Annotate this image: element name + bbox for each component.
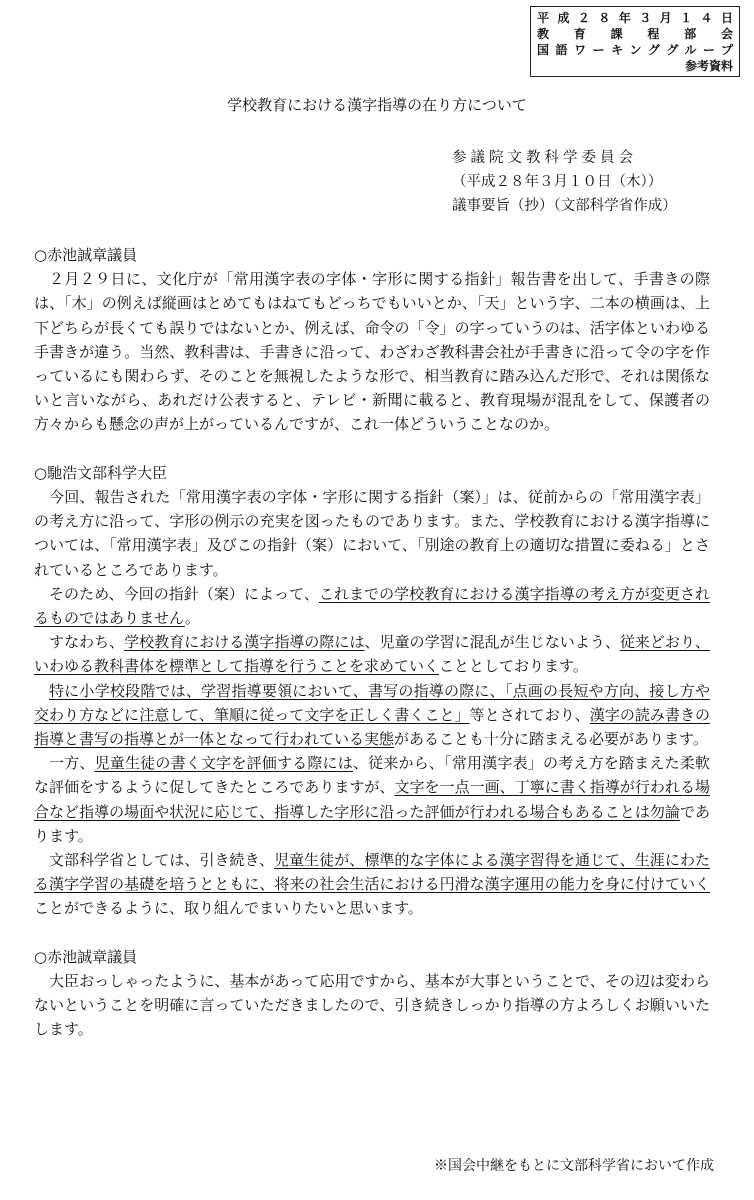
statement-paragraph <box>34 969 710 1042</box>
transcript-body <box>34 243 710 1042</box>
text-run: すなわち、 <box>49 633 125 652</box>
statement-paragraph <box>34 751 710 848</box>
stamp-department: 教育課程部会 <box>537 27 733 41</box>
meeting-date: （平成２８年３月１０日（木）） <box>452 174 663 190</box>
summary-label: 議事要旨（抄）（文部科学省作成） <box>452 198 677 214</box>
text-run: こととしております。 <box>439 657 588 676</box>
statement-paragraph <box>34 848 710 921</box>
text-run: 等とされており、 <box>469 705 590 724</box>
text-run: ２月２９日に、文化庁が「常用漢字表の字体・字形に関する指針」報告書を出して、手書きの際は、「木」の例えば縦画はとめてもはねてもどっちでもいいとか、「天」という字、二本の横画は、上下どちらが長くても誤りではないとか、例えば、命令の「令」の字っていうのは、活字体といわゆる手書きが違う。当然、教科書は、手書きに沿って、わざわざ教科書会社が手書きに沿って令の字を作っているにも関わらず、そのことを無視したような形で、相当教育に踏み込んだ形で、それは関係ないと言いながら、あれだけ公表すると、テレビ・新聞に載ると、教育現場が混乱をして、保護者の方々からも懸念の声が上がっているんですが、これ一体どういうことなのか。 <box>34 270 710 434</box>
speaker-name: ○赤池誠章議員 <box>34 246 138 264</box>
statement-paragraph <box>34 582 710 630</box>
text-run: 。 <box>184 609 200 628</box>
text-run: 一方、 <box>49 754 95 773</box>
speaker-name: ○赤池誠章議員 <box>34 947 138 966</box>
speaker-name: ○馳浩文部科学大臣 <box>34 463 168 482</box>
underlined-text: 漢字の読み書きの指導と書写の指導とが一体となって行われている実態 <box>34 705 710 749</box>
text-run: があることも十分に踏まえる必要があります。 <box>394 730 708 749</box>
footnote: ※国会中継をもとに文部科学省において作成 <box>434 1158 714 1174</box>
stamp-group: 国語ワーキンググループ <box>537 43 733 57</box>
committee-name: 参議院文教科学委員会 <box>452 150 637 166</box>
stamp-label: 参考資料 <box>684 59 733 73</box>
underlined-text: 文字を一点一画、丁寧に書く指導が行われる場合など指導の場面や状況に応じて、指導した字形に沿った評価が行われる場合もあることは勿論 <box>34 778 710 821</box>
statement-paragraph <box>34 485 710 582</box>
underlined-text: 従来どおり、いわゆる教科書体を標準として指導を行うことを求めていく <box>34 633 710 676</box>
statement-paragraph <box>34 267 710 436</box>
meeting-info <box>452 146 677 218</box>
text-run: そのため、今回の指針（案）によって、 <box>49 584 319 603</box>
underlined-text: これまでの学校教育における漢字指導の考え方が変更されるものではありません <box>34 584 710 628</box>
section-gap <box>34 437 710 461</box>
underlined-text: 児童生徒の書く文字を評価する際には <box>94 754 353 773</box>
text-run: ことができるように、取り組んでまいりたいと思います。 <box>34 899 423 918</box>
text-run: 大臣おっしゃったように、基本があって応用ですから、基本が大事ということで、その辺は変わらないということを明確に言っていただきましたので、引き続きしっかり指導の方よろしくお願いいたします。 <box>34 972 710 1039</box>
document-stamp <box>530 6 740 77</box>
underlined-text: 特に小学校段階では、学習指導要領において、書写の指導の際に、「点画の長短や方向、接し方や交わり方などに注意して、筆順に従って文字を正しく書くこと」 <box>34 681 710 724</box>
section-gap <box>34 921 710 945</box>
underlined-text: 児童生徒が、標準的な字体による漢字習得を通じて、生涯にわたる漢字学習の基礎を培うとともに、将来の社会生活における円滑な漢字運用の能力を身に付けていく <box>34 851 710 894</box>
text-run: 文部科学省としては、引き続き、 <box>49 851 275 870</box>
text-run: 今回、報告された「常用漢字表の字体・字形に関する指針（案）」は、従前からの「常用漢字表」の考え方に沿って、字形の例示の充実を図ったものであります。また、学校教育における漢字指導については、「常用漢字表」及びこの指針（案）において、「別途の教育上の適切な措置に委ねる」とされているところであります。 <box>34 488 710 579</box>
text-run: 、従来から、「常用漢字表」の考え方を踏まえた柔軟な評価をするように促してきたところでありますが、 <box>34 754 710 797</box>
document-title: 学校教育における漢字指導の在り方について <box>227 96 527 114</box>
underlined-text: 学校教育における漢字指導の際には <box>124 633 365 652</box>
text-run: 、児童の学習に混乱が生じないよう、 <box>364 633 620 652</box>
text-run: であります。 <box>34 802 710 845</box>
statement-paragraph <box>34 630 710 678</box>
stamp-date: 平成２８年３月１４日 <box>537 11 733 25</box>
statement-paragraph <box>34 679 710 752</box>
